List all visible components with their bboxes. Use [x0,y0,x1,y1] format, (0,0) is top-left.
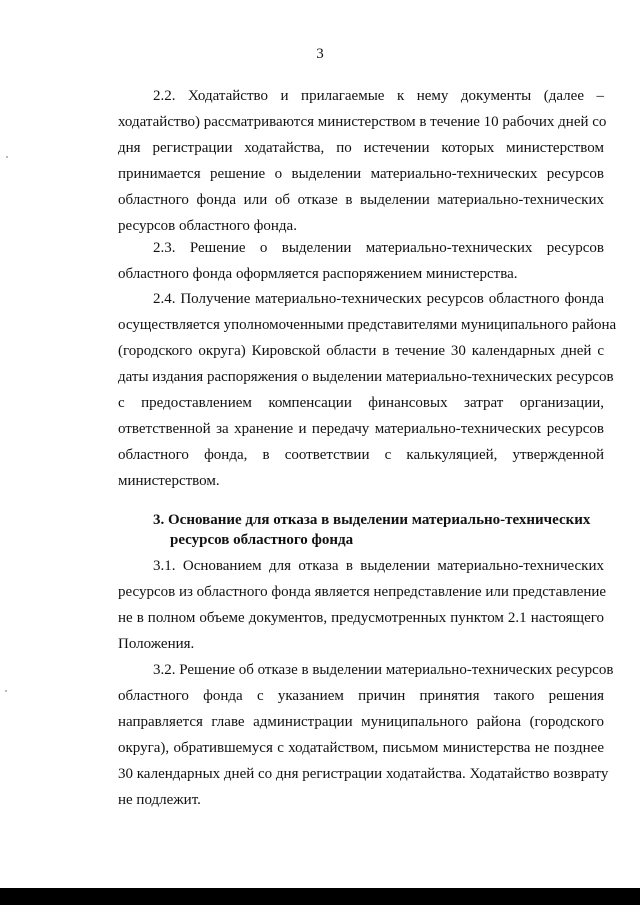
paragraph-line: (городского округа) Кировской области в течение 30 календарных дней с [118,343,604,359]
paragraph-line: Положения. [118,636,195,652]
scan-mark [5,690,7,692]
scan-bottom-bar [0,888,640,905]
paragraph-line: не в полном объеме документов, предусмотренных пунктом 2.1 настоящего [118,610,604,626]
section-heading: 3. Основание для отказа в выделении материально-технических [153,512,591,528]
paragraph-line: даты издания распоряжения о выделении материально-технических ресурсов [118,369,614,385]
paragraph-line: ходатайство) рассматриваются министерством в течение 10 рабочих дней со [118,114,607,130]
paragraph-line: областного фонда оформляется распоряжением министерства. [118,266,518,282]
paragraph-line: областного фонда с указанием причин принятия такого решения [118,688,604,704]
scan-mark [6,156,8,158]
paragraph-line: 3.1. Основанием для отказа в выделении материально-технических [153,558,604,574]
paragraph-line: министерством. [118,473,220,489]
paragraph-line: областного фонда, в соответствии с калькуляцией, утвержденной [118,447,604,463]
paragraph-line: 30 календарных дней со дня регистрации ходатайства. Ходатайство возврату [118,766,609,782]
paragraph-line: 3.2. Решение об отказе в выделении материально-технических ресурсов [153,662,614,678]
paragraph-line: ресурсов областного фонда. [118,218,297,234]
paragraph-line: принимается решение о выделении материально-технических ресурсов [118,166,604,182]
paragraph-line: ресурсов из областного фонда является непредставление или представление [118,584,607,600]
paragraph-line: не подлежит. [118,792,201,808]
paragraph-line: дня регистрации ходатайства, по истечении которых министерством [118,140,604,156]
paragraph-line: 2.3. Решение о выделении материально-технических ресурсов [153,240,604,256]
paragraph-line: осуществляется уполномоченными представителями муниципального района [118,317,617,333]
page-number: 3 [316,46,324,62]
paragraph-line: областного фонда или об отказе в выделении материально-технических [118,192,604,208]
paragraph-line: 2.2. Ходатайство и прилагаемые к нему документы (далее – [153,88,604,104]
paragraph-line: ответственной за хранение и передачу материально-технических ресурсов [118,421,604,437]
paragraph-line: направляется главе администрации муниципального района (городского [118,714,604,730]
paragraph-line: с предоставлением компенсации финансовых затрат организации, [118,395,604,411]
section-heading: ресурсов областного фонда [170,532,354,548]
paragraph-line: округа), обратившемуся с ходатайством, письмом министерства не позднее [118,740,604,756]
paragraph-line: 2.4. Получение материально-технических ресурсов областного фонда [153,291,604,307]
